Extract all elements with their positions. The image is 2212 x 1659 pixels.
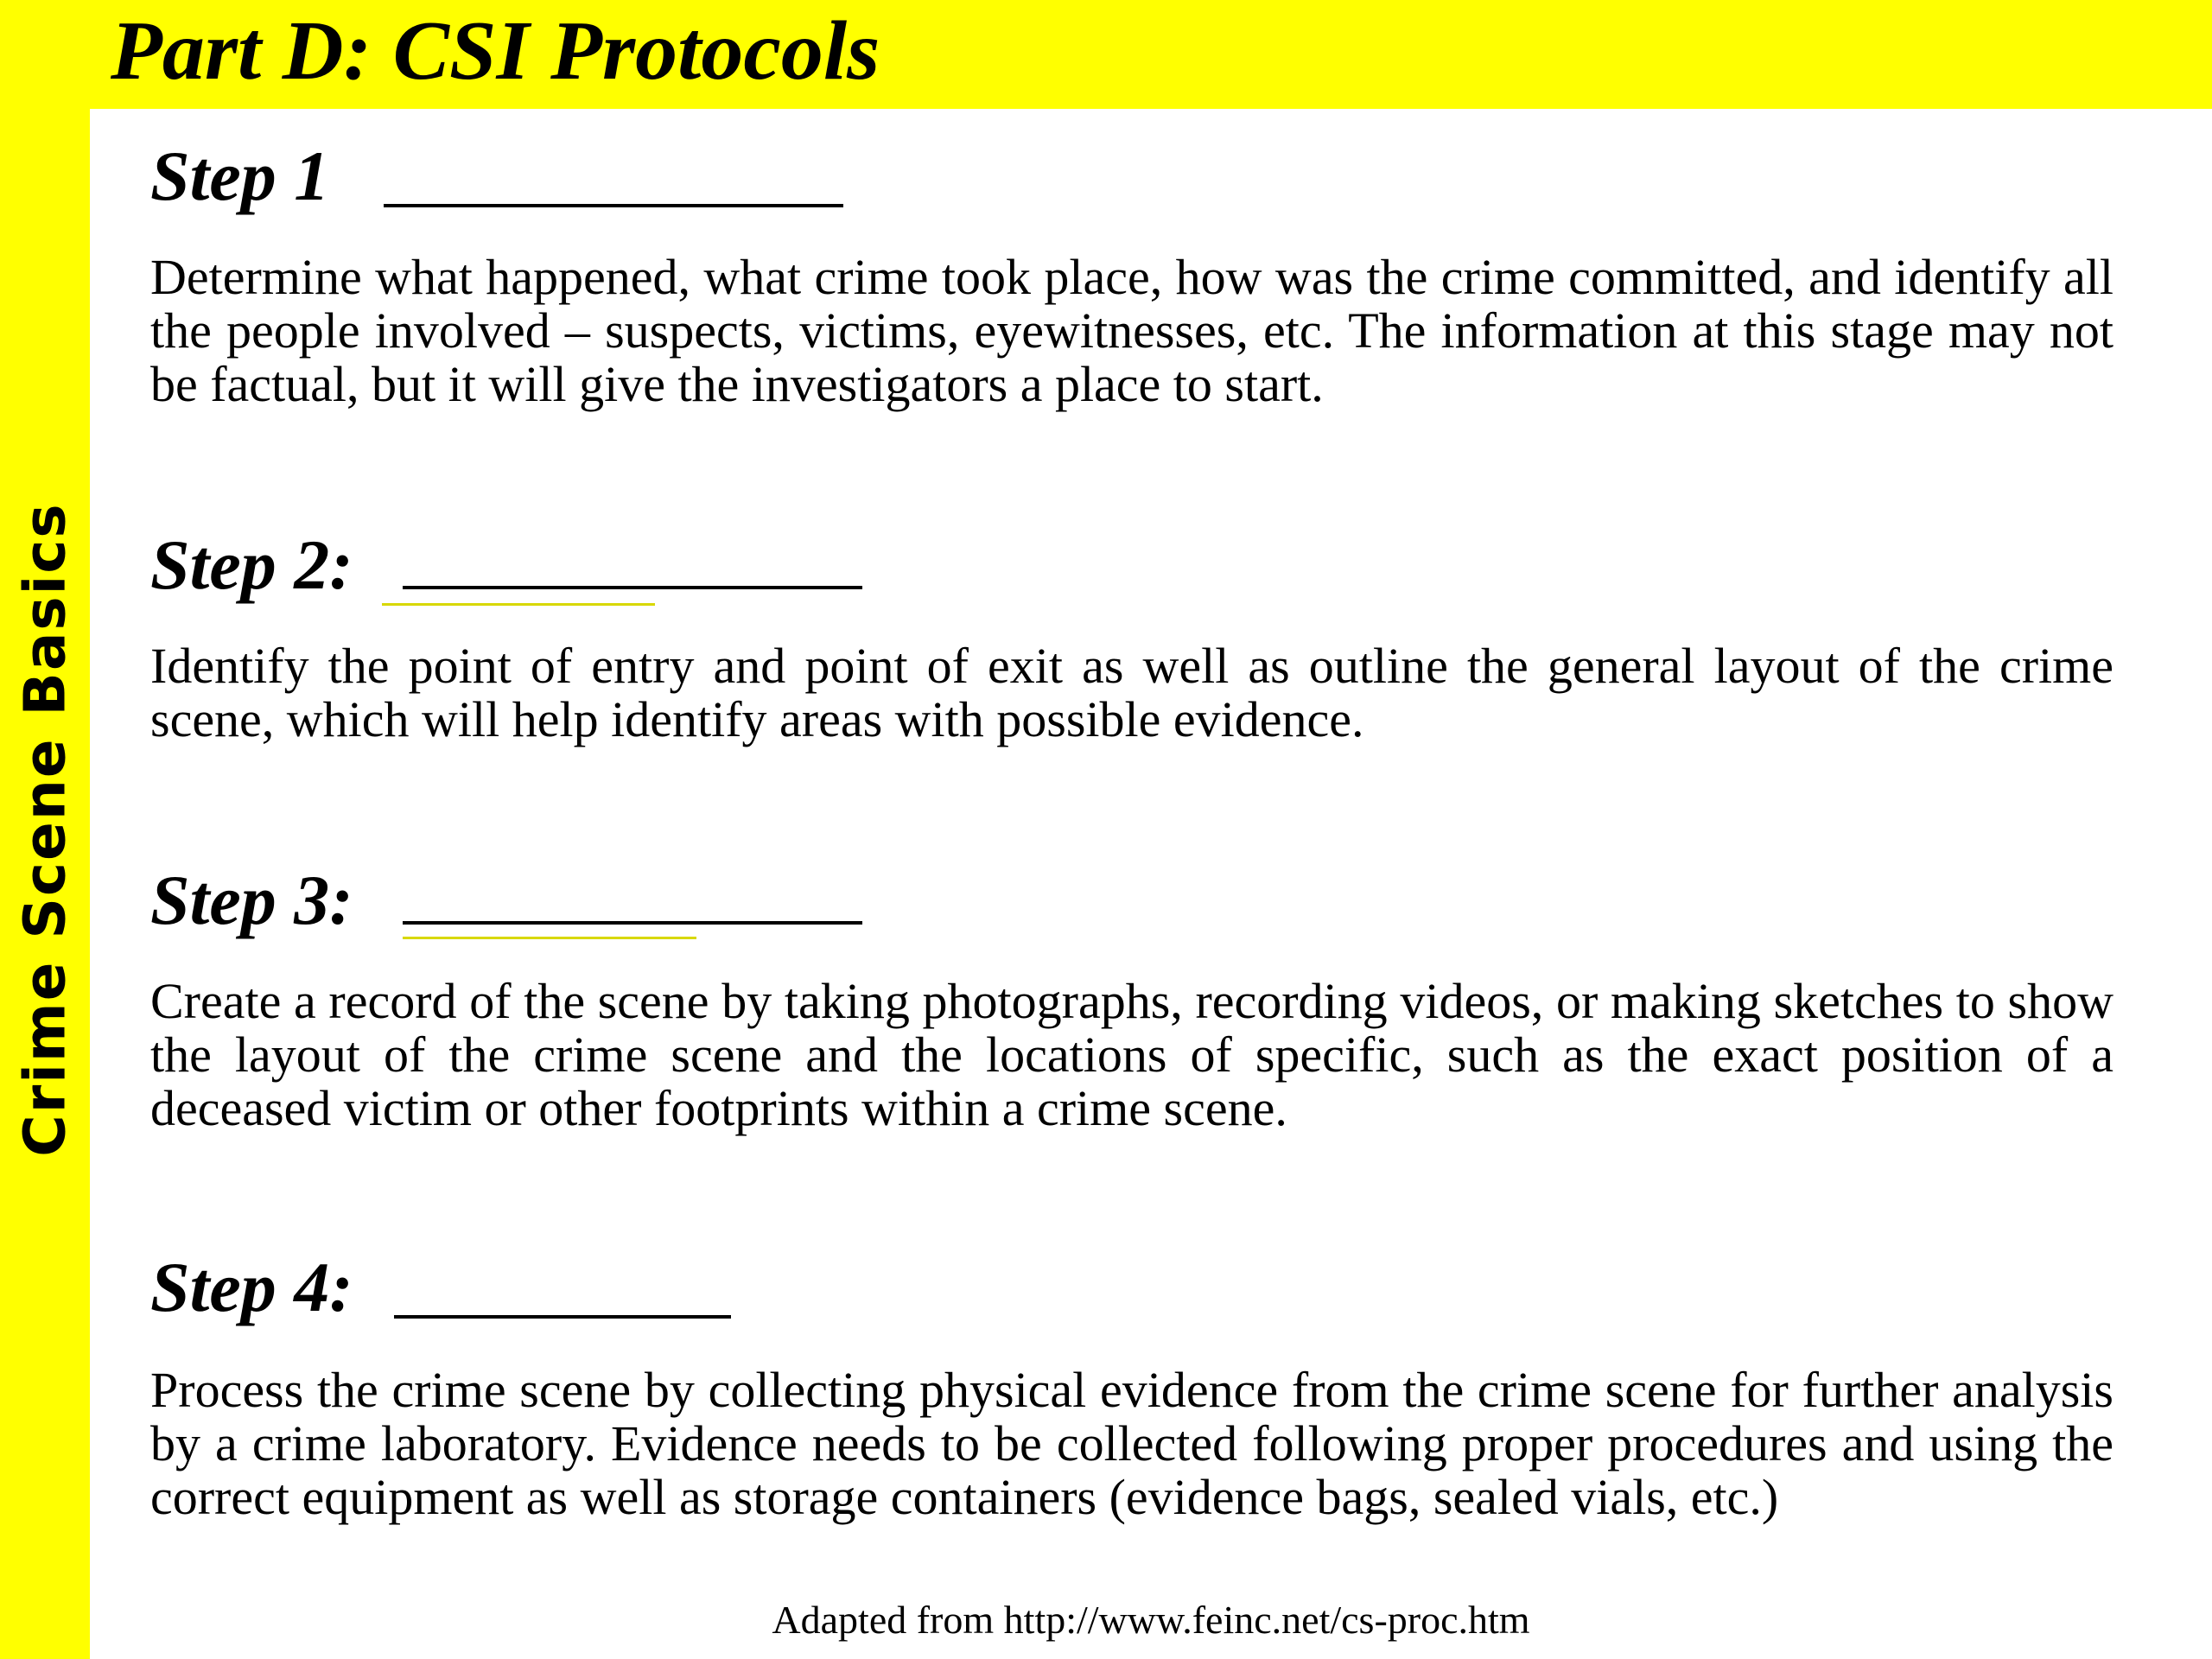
step-1-blank[interactable] <box>384 204 843 207</box>
step-2-hint-line <box>382 603 655 606</box>
step-3-blank[interactable] <box>403 921 862 925</box>
step-2-text: Identify the point of entry and point of exit as well as outline the general layout of the crime scene, which will help identify areas with possible evidence. <box>150 638 2113 747</box>
step-3-text: Create a record of the scene by taking photographs, recording videos, or making sketches to show the layout of the crime scene and the locations of specific, such as the exact position of a deceased victim or other footprints within a crime scene. <box>150 973 2113 1136</box>
step-2-blank[interactable] <box>403 586 862 589</box>
step-3-heading: Step 3: <box>150 861 353 939</box>
side-label: Crime Scene Basics <box>11 502 79 1157</box>
source-credit: Adapted from http://www.feinc.net/cs-proc.htm <box>772 1598 1530 1642</box>
step-3-hint-line <box>403 937 696 939</box>
step-4-text: Process the crime scene by collecting physical evidence from the crime scene for further analysis by a crime laboratory. Evidence needs to be collected following proper procedures and using the correct equipment as well as storage containers (evidence bags, sealed vials, etc.) <box>150 1362 2113 1525</box>
step-4-blank[interactable] <box>394 1315 731 1319</box>
step-2-heading: Step 2: <box>150 525 353 604</box>
step-4-heading: Step 4: <box>150 1248 353 1326</box>
step-1-heading: Step 1 <box>150 137 330 215</box>
page-title: Part D: CSI Protocols <box>111 4 880 98</box>
step-1-text: Determine what happened, what crime took place, how was the crime committed, and identify all the people involved – suspects, victims, eyewitnesses, etc. The information at this stage may not be factual, but it will give the investigators a place to start. <box>150 249 2113 412</box>
side-label-container <box>0 0 90 1659</box>
